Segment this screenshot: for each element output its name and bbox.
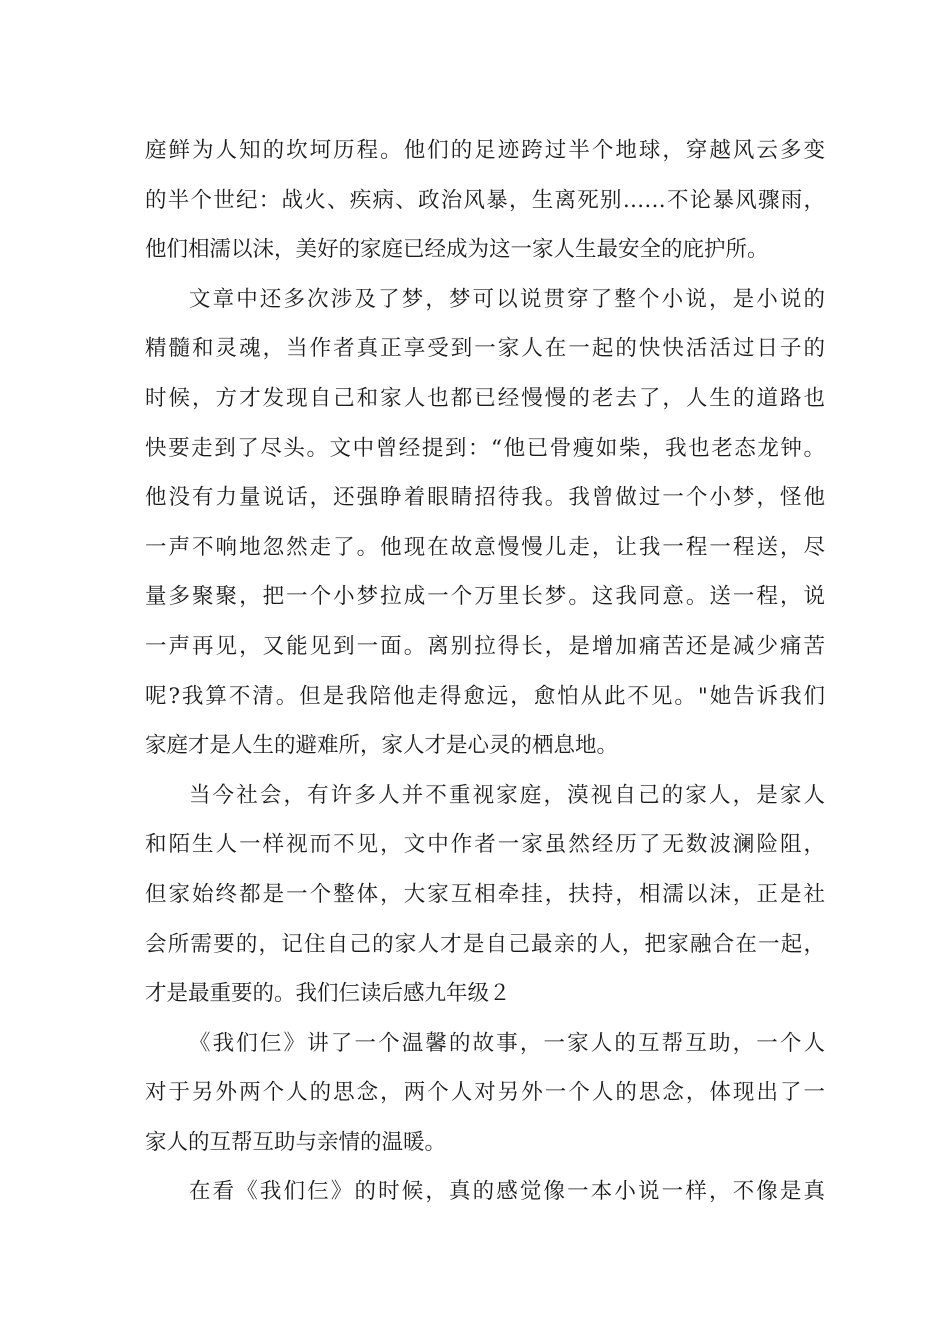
text-line: 他没有力量说话，还强睁着眼睛招待我。我曾做过一个小梦，怪他 [145, 485, 825, 511]
text-line: 呢?我算不清。但是我陪他走得愈远，愈怕从此不见。"她告诉我们 [145, 683, 825, 709]
text-line: 他们相濡以沫，美好的家庭已经成为这一家人生最安全的庇护所。 [145, 237, 769, 263]
text-line: 一声不响地忽然走了。他现在故意慢慢儿走，让我一程一程送，尽 [145, 534, 825, 560]
text-line: 一声再见，又能见到一面。离别拉得长，是增加痛苦还是减少痛苦 [145, 633, 825, 659]
text-line: 但家始终都是一个整体，大家互相牵挂，扶持，相濡以沫，正是社 [145, 881, 825, 907]
text-line: 庭鲜为人知的坎坷历程。他们的足迹跨过半个地球，穿越风云多变 [145, 138, 825, 163]
text-line: 的半个世纪：战火、疾病、政治风暴，生离死别……不论暴风骤雨， [145, 187, 825, 213]
text-line: 文章中还多次涉及了梦，梦可以说贯穿了整个小说，是小说的 [189, 286, 825, 312]
text-line: 在看《我们仨》的时候，真的感觉像一本小说一样，不像是真 [189, 1179, 825, 1205]
text-line: 家庭才是人生的避难所，家人才是心灵的栖息地。 [145, 733, 619, 759]
text-line: 和陌生人一样视而不见，文中作者一家虽然经历了无数波澜险阻， [145, 832, 825, 858]
text-line: 家人的互帮互助与亲情的温暖。 [145, 1129, 447, 1155]
text-line: 精髓和灵魂，当作者真正享受到一家人在一起的快快活活过日子的 [145, 336, 825, 362]
text-line: 时候，方才发现自己和家人也都已经慢慢的老去了，人生的道路也 [145, 385, 825, 411]
text-line: 当今社会，有许多人并不重视家庭，漠视自己的家人，是家人 [189, 782, 825, 808]
text-line: 会所需要的，记住自己的家人才是自己最亲的人，把家融合在一起， [145, 931, 825, 957]
document-body [145, 126, 825, 1217]
text-line: 量多聚聚，把一个小梦拉成一个万里长梦。这我同意。送一程，说 [145, 584, 825, 610]
text-line: 《我们仨》讲了一个温馨的故事，一家人的互帮互助，一个人 [189, 1030, 825, 1056]
text-line: 快要走到了尽头。文中曾经提到：“他已骨瘦如柴，我也老态龙钟。 [145, 435, 825, 461]
text-line: 才是最重要的。我们仨读后感九年级２ [145, 981, 511, 1007]
text-line: 对于另外两个人的思念，两个人对另外一个人的思念，体现出了一 [145, 1080, 825, 1106]
